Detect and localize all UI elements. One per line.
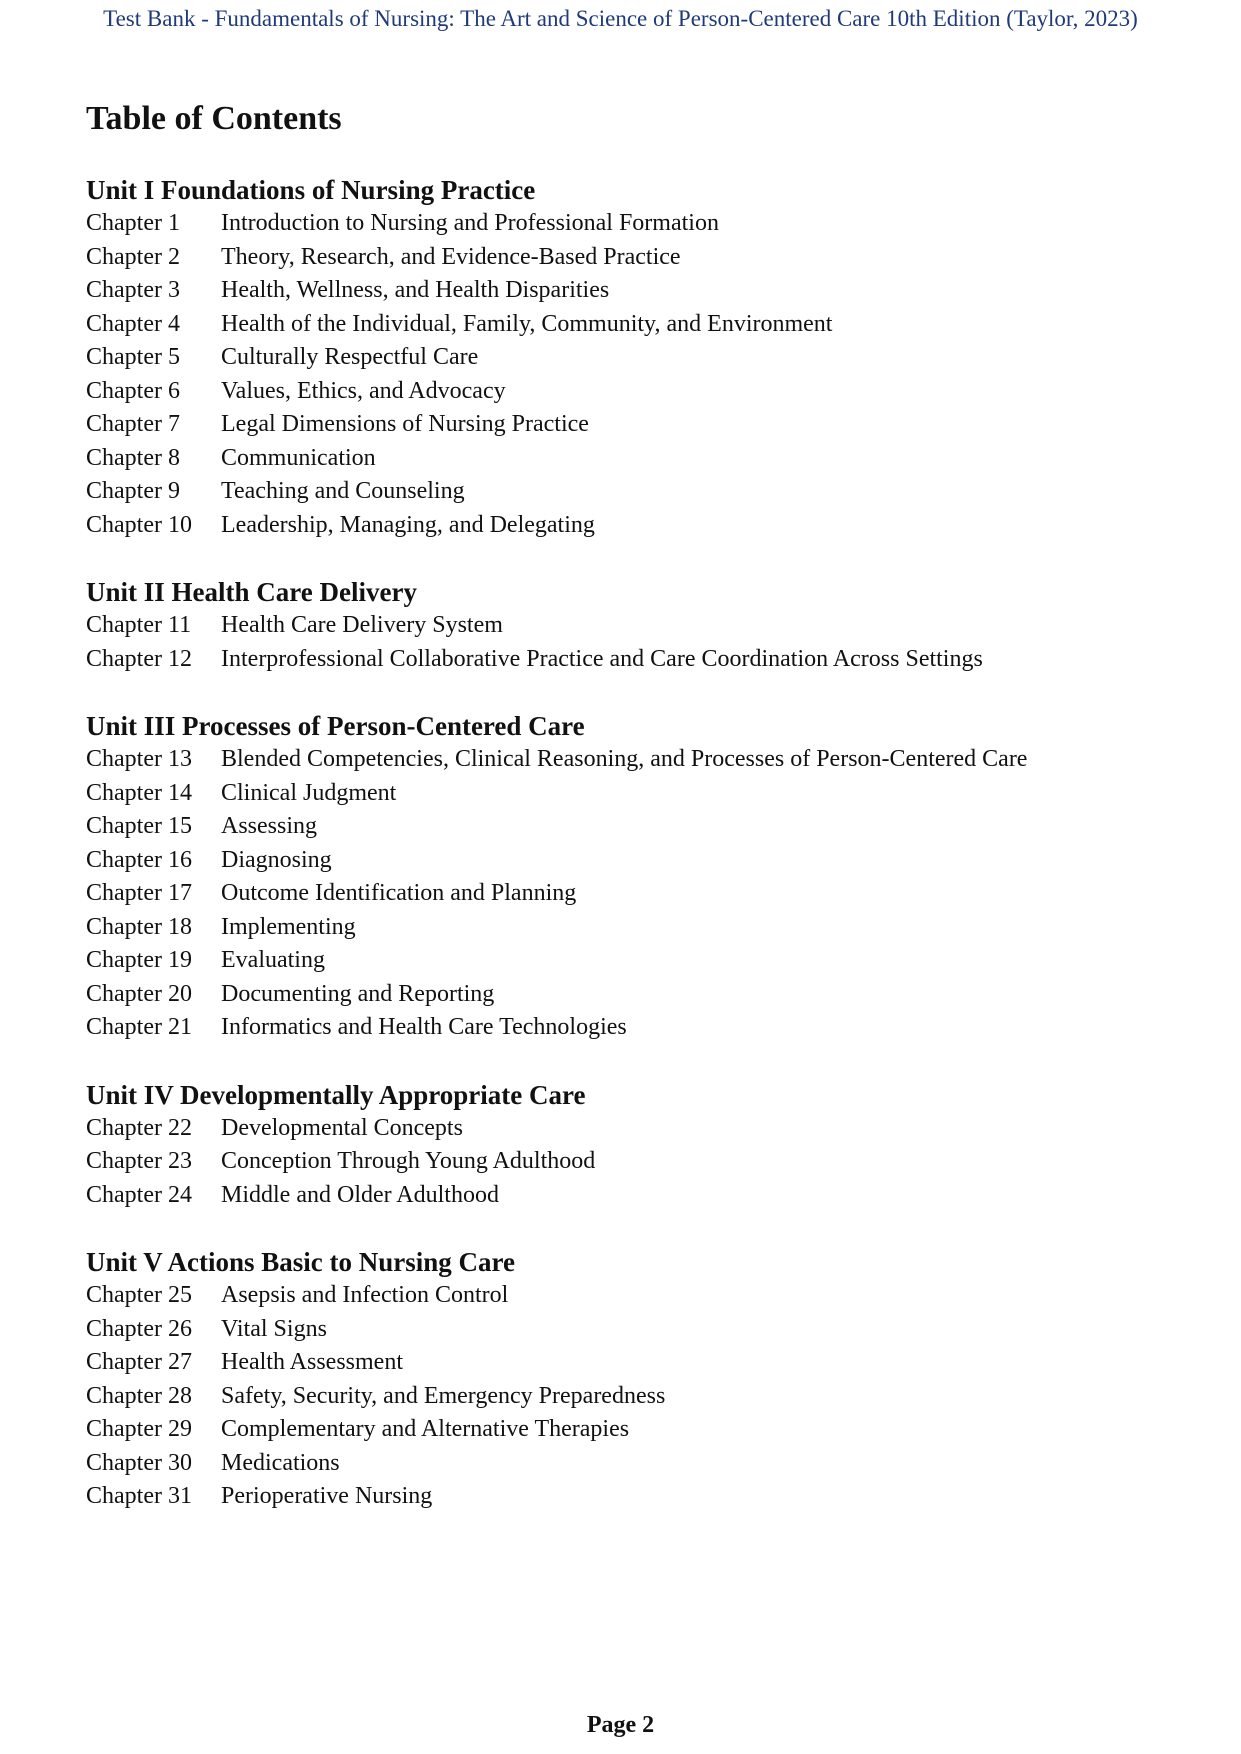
chapter-number: Chapter 27 [86, 1349, 192, 1375]
chapter-title: Legal Dimensions of Nursing Practice [221, 411, 589, 437]
toc-chapter-entry [86, 1380, 1186, 1414]
toc-chapter-entry [86, 475, 1186, 509]
toc-chapter-entry [86, 1112, 1186, 1146]
toc-unit [86, 1246, 1186, 1514]
toc-chapter-entry [86, 877, 1186, 911]
chapter-number: Chapter 9 [86, 478, 180, 504]
toc-chapter-entry [86, 1447, 1186, 1481]
chapter-number: Chapter 17 [86, 880, 192, 906]
toc-unit [86, 576, 1186, 676]
chapter-title: Health Assessment [221, 1349, 403, 1375]
unit-heading: Unit IV Developmentally Appropriate Care [86, 1079, 586, 1110]
chapter-title: Implementing [221, 913, 356, 940]
toc-chapter-entry [86, 844, 1186, 878]
chapter-title: Outcome Identification and Planning [221, 880, 577, 906]
toc-chapter-entry [86, 810, 1186, 844]
toc-chapter-entry [86, 1480, 1186, 1514]
toc-unit [86, 710, 1186, 1045]
chapter-title: Documenting and Reporting [221, 980, 495, 1007]
toc-chapter-entry [86, 1011, 1186, 1045]
toc-chapter-entry [86, 978, 1186, 1012]
chapter-title: Developmental Concepts [221, 1114, 463, 1141]
toc-chapter-entry [86, 375, 1186, 409]
chapter-number: Chapter 10 [86, 511, 192, 538]
page-number: Page 2 [586, 1712, 655, 1738]
chapter-title: Assessing [221, 813, 318, 839]
chapter-number: Chapter 25 [86, 1282, 192, 1308]
toc-chapter-entry [86, 408, 1186, 442]
chapter-number: Chapter 15 [86, 813, 192, 839]
unit-heading: Unit II Health Care Delivery [86, 577, 417, 607]
chapter-number: Chapter 6 [86, 377, 180, 404]
chapter-title: Perioperative Nursing [221, 1483, 433, 1509]
toc-chapter-entry [86, 609, 1186, 643]
chapter-number: Chapter 29 [86, 1416, 192, 1442]
chapter-number: Chapter 22 [86, 1114, 192, 1141]
chapter-number: Chapter 23 [86, 1148, 192, 1174]
chapter-number: Chapter 7 [86, 411, 180, 437]
toc-chapter-entry [86, 1413, 1186, 1447]
chapter-number: Chapter 11 [86, 612, 192, 638]
toc-chapter-entry [86, 1279, 1186, 1313]
toc-chapter-entry [86, 241, 1186, 275]
chapter-number: Chapter 21 [86, 1014, 192, 1040]
toc-chapter-entry [86, 1179, 1186, 1213]
chapter-title: Communication [221, 444, 376, 471]
toc-unit [86, 1079, 1186, 1213]
chapter-title: Asepsis and Infection Control [221, 1282, 509, 1308]
chapter-title: Conception Through Young Adulthood [221, 1148, 596, 1174]
toc-chapter-entry [86, 944, 1186, 978]
running-header: Test Bank - Fundamentals of Nursing: The Art and Science of Person-Centered Care 10th Edition (Taylor, 2023) [103, 6, 1138, 31]
unit-heading: Unit V Actions Basic to Nursing Care [86, 1247, 516, 1277]
chapter-title: Leadership, Managing, and Delegating [221, 511, 595, 538]
chapter-title: Interprofessional Collaborative Practice and Care Coordination Across Settings [221, 645, 983, 672]
toc-chapter-entry [86, 777, 1186, 811]
chapter-title: Health of the Individual, Family, Community, and Environment [221, 310, 833, 337]
chapter-title: Evaluating [221, 947, 325, 973]
toc-chapter-entry [86, 442, 1186, 476]
toc-chapter-entry [86, 308, 1186, 342]
chapter-title: Clinical Judgment [221, 779, 397, 806]
chapter-title: Complementary and Alternative Therapies [221, 1416, 630, 1442]
unit-heading: Unit I Foundations of Nursing Practice [86, 175, 536, 205]
chapter-number: Chapter 16 [86, 846, 192, 873]
toc-chapter-entry [86, 1346, 1186, 1380]
toc-chapter-entry [86, 1313, 1186, 1347]
toc-chapter-entry [86, 509, 1186, 543]
chapter-number: Chapter 14 [86, 779, 192, 806]
page-title: Table of Contents [86, 100, 342, 137]
chapter-number: Chapter 20 [86, 980, 192, 1007]
chapter-number: Chapter 26 [86, 1315, 192, 1342]
chapter-title: Introduction to Nursing and Professional Formation [221, 210, 719, 236]
chapter-number: Chapter 8 [86, 444, 180, 471]
chapter-title: Values, Ethics, and Advocacy [221, 377, 506, 404]
chapter-number: Chapter 18 [86, 913, 192, 940]
chapter-title: Diagnosing [221, 846, 332, 873]
chapter-number: Chapter 1 [86, 210, 180, 236]
chapter-title: Theory, Research, and Evidence-Based Practice [221, 243, 681, 270]
chapter-number: Chapter 2 [86, 243, 180, 270]
toc-chapter-entry [86, 1145, 1186, 1179]
toc-chapter-entry [86, 274, 1186, 308]
chapter-title: Teaching and Counseling [221, 478, 465, 504]
chapter-number: Chapter 30 [86, 1449, 192, 1476]
unit-heading: Unit III Processes of Person-Centered Care [86, 711, 585, 741]
chapter-number: Chapter 13 [86, 746, 192, 772]
chapter-title: Blended Competencies, Clinical Reasoning, and Processes of Person-Centered Care [221, 746, 1028, 772]
chapter-title: Middle and Older Adulthood [221, 1181, 499, 1208]
toc-chapter-entry [86, 207, 1186, 241]
chapter-title: Informatics and Health Care Technologies [221, 1014, 627, 1040]
table-of-contents [86, 174, 1186, 1548]
chapter-number: Chapter 31 [86, 1483, 192, 1509]
chapter-title: Culturally Respectful Care [221, 344, 479, 370]
chapter-number: Chapter 12 [86, 645, 192, 672]
toc-chapter-entry [86, 341, 1186, 375]
toc-chapter-entry [86, 911, 1186, 945]
chapter-title: Medications [221, 1449, 340, 1476]
chapter-number: Chapter 5 [86, 344, 180, 370]
toc-unit [86, 174, 1186, 542]
chapter-title: Health Care Delivery System [221, 612, 503, 638]
toc-chapter-entry [86, 643, 1186, 677]
chapter-number: Chapter 19 [86, 947, 192, 973]
chapter-title: Safety, Security, and Emergency Preparedness [221, 1382, 666, 1409]
chapter-title: Vital Signs [221, 1315, 327, 1342]
toc-chapter-entry [86, 743, 1186, 777]
chapter-number: Chapter 24 [86, 1181, 192, 1208]
chapter-number: Chapter 3 [86, 277, 180, 303]
chapter-number: Chapter 28 [86, 1382, 192, 1409]
chapter-title: Health, Wellness, and Health Disparities [221, 277, 610, 303]
chapter-number: Chapter 4 [86, 310, 180, 337]
